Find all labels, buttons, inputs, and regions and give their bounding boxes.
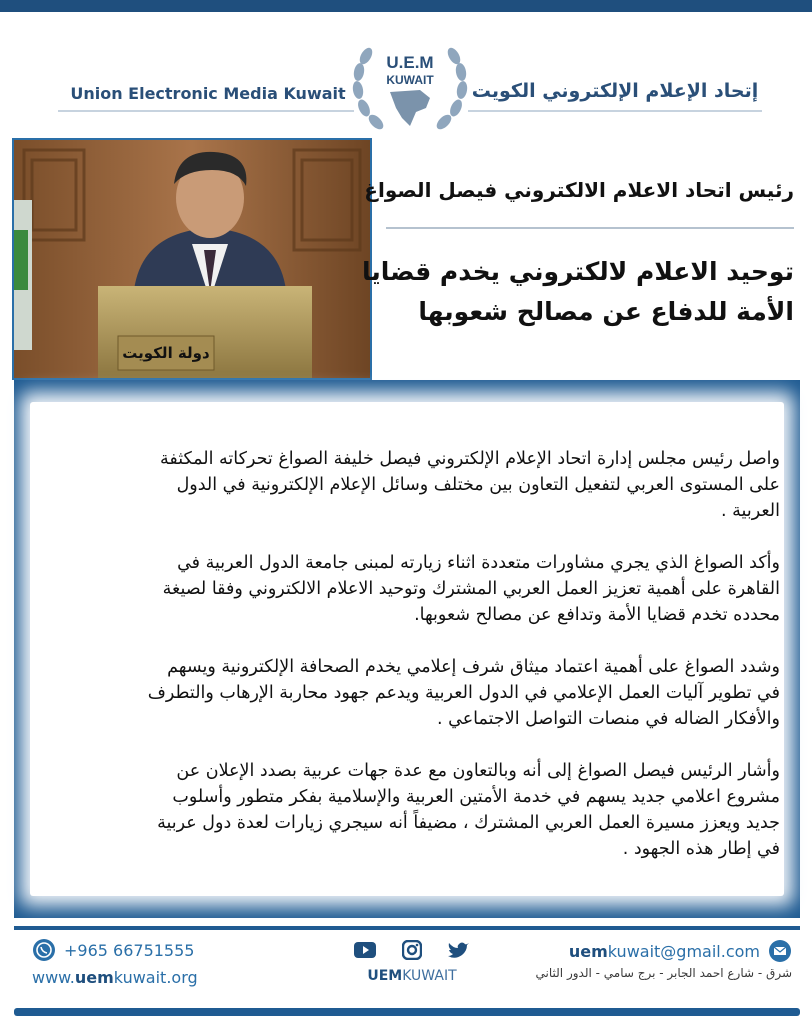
email-contact[interactable] xyxy=(540,940,792,962)
article-line: في إطار هذه الجهود . xyxy=(622,839,780,859)
subtitle-headline: رئيس اتحاد الاعلام الالكتروني فيصل الصواغ xyxy=(364,178,794,202)
email-address xyxy=(569,942,760,961)
footer-brand-bold: UEM xyxy=(367,968,403,984)
article-line: وأكد الصواغ الذي يجري مشاورات متعددة اثناء زيارته لمبنى جامعة الدول العربية في xyxy=(177,553,780,573)
article-line: القاهرة على أهمية تعزيز العمل العربي المشترك وتوحيد الاعلام الالكتروني وفقا لصيغة xyxy=(162,579,780,599)
article-line: وشدد الصواغ على أهمية اعتماد ميثاق شرف إعلامي يخدم الصحافة الإلكترونية ويسهم xyxy=(167,657,780,677)
whatsapp-icon xyxy=(32,938,56,962)
twitter-icon[interactable] xyxy=(448,941,470,959)
header-divider-left xyxy=(58,110,354,112)
email-icon xyxy=(768,939,792,963)
email-rest: kuwait@gmail.com xyxy=(607,941,760,961)
photo-illustration xyxy=(14,140,370,378)
article-line: واصل رئيس مجلس إدارة اتحاد الإعلام الإلكتروني فيصل خليفة الصواغ تحركاته المكثفة xyxy=(160,449,780,469)
phone-contact[interactable] xyxy=(32,938,194,962)
article-line: والأفكار الضاله في منصات التواصل الاجتماعي . xyxy=(437,709,780,729)
logo-line2: KUWAIT xyxy=(386,73,434,87)
top-bar xyxy=(0,0,812,12)
main-headline-line: الأمة للدفاع عن مصالح شعوبها xyxy=(418,297,794,326)
main-headline xyxy=(362,252,794,332)
org-name-ar: إتحاد الإعلام الإلكتروني الكويت xyxy=(471,80,759,102)
kuwait-map-icon xyxy=(390,90,430,126)
website-brand: uem xyxy=(74,968,114,987)
article-line: على المستوى العربي لتفعيل التعاون بين مختلف وسائل الإعلام الإلكترونية في الدول xyxy=(176,475,780,495)
article-line: في تطوير آليات العمل الإعلامي في الدول العربية ويدعم جهود محاربة الإرهاب والتطرف xyxy=(147,683,780,703)
main-headline-line: توحيد الاعلام لالكتروني يخدم قضايا xyxy=(362,257,794,286)
headline-divider xyxy=(386,227,794,229)
footer-divider xyxy=(14,926,800,930)
website-suffix: kuwait.org xyxy=(113,968,198,987)
website-prefix: www. xyxy=(32,968,75,987)
address: شرق - شارع احمد الجابر - برج سامي - الدور الثاني xyxy=(535,966,792,980)
footer-bottom-bar xyxy=(14,1008,800,1016)
website-link[interactable] xyxy=(32,968,198,987)
instagram-icon[interactable] xyxy=(402,940,422,960)
article-line: مشروع اعلامي جديد يسهم في خدمة الأمتين العربية والإسلامية بفكر متطور وأسلوب xyxy=(172,787,780,807)
footer-brand-light: KUWAIT xyxy=(402,968,457,984)
phone-number: +965 66751555 xyxy=(64,940,195,960)
press-photo xyxy=(12,138,372,380)
article-line: جديد ويعزز مسيرة العمل العربي المشترك ، مضيفاً أنه سيجري زيارات لعدة دول عربية xyxy=(157,813,780,833)
article-body xyxy=(36,420,780,888)
article-line: العربية . xyxy=(721,501,780,521)
logo-line1: U.E.M xyxy=(386,53,434,72)
social-links xyxy=(354,940,470,960)
article-line: وأشار الرئيس فيصل الصواغ إلى أنه وبالتعاون مع عدة جهات عربية بصدد الإعلان عن xyxy=(176,761,780,781)
footer-brand xyxy=(350,968,474,984)
email-brand: uem xyxy=(568,941,608,961)
youtube-icon[interactable] xyxy=(354,942,376,958)
uem-logo xyxy=(346,38,474,142)
article-line: محدده تخدم قضايا الأمة وتدافع عن مصالح شعوبها. xyxy=(414,605,780,625)
org-name-en: Union Electronic Media Kuwait xyxy=(70,84,346,103)
header-divider-right xyxy=(468,110,762,112)
nameplate-text: دولة الكويت xyxy=(122,344,210,362)
